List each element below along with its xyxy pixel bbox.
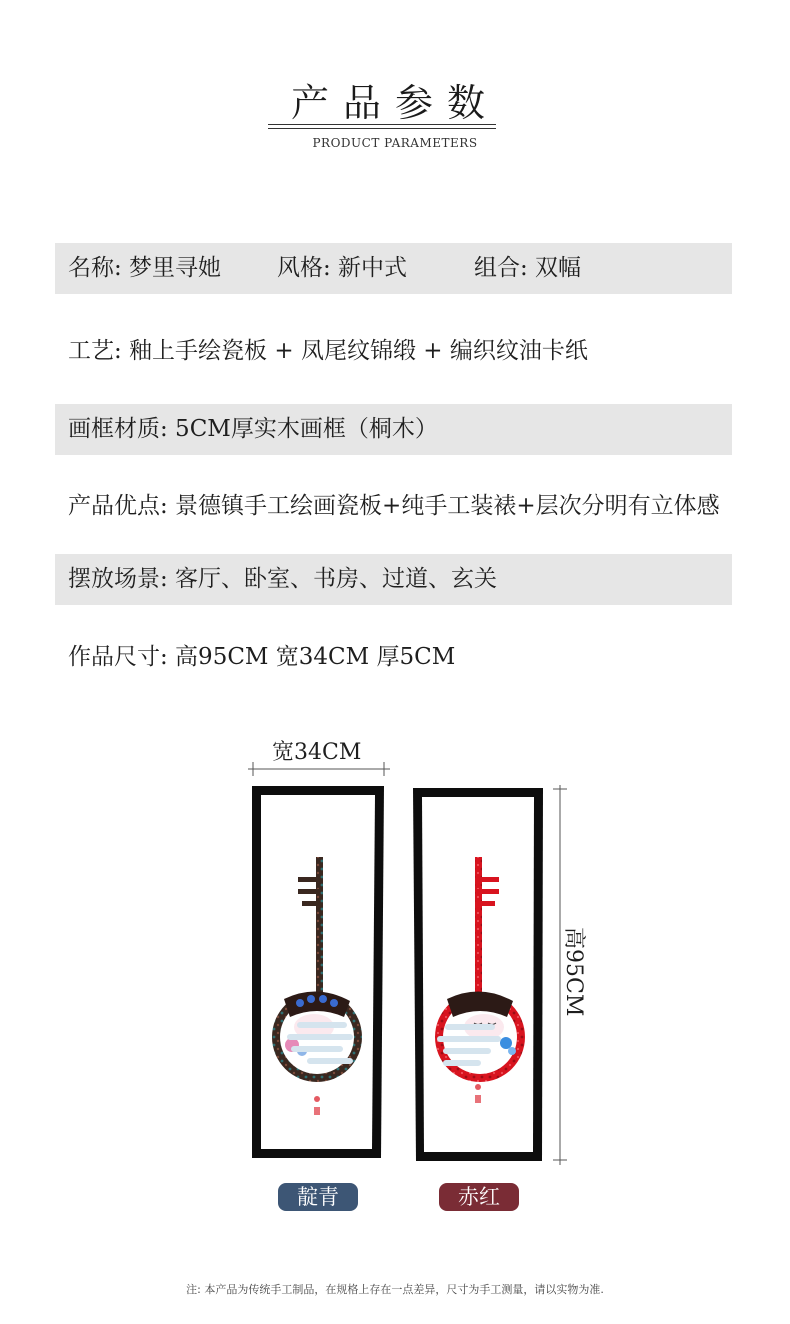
width-dimension-label: 宽34CM — [272, 740, 362, 765]
param-advantage: 产品优点: 景德镇手工绘画瓷板+纯手工装裱+层次分明有立体感 — [68, 493, 720, 519]
param-combo: 组合: 双幅 — [474, 255, 582, 281]
variant-badge-indigo: 靛青 — [278, 1183, 358, 1211]
title-divider-bottom — [268, 128, 496, 129]
param-placement: 摆放场景: 客厅、卧室、书房、过道、玄关 — [68, 566, 498, 592]
variant-badge-red: 赤红 — [439, 1183, 519, 1211]
title-divider-top — [268, 124, 496, 125]
frame-red — [413, 788, 543, 1161]
param-size: 作品尺寸: 高95CM 宽34CM 厚5CM — [68, 644, 456, 670]
param-name: 名称: 梦里寻她 — [68, 255, 222, 281]
param-style: 风格: 新中式 — [277, 255, 408, 281]
param-craft: 工艺: 釉上手绘瓷板 + 凤尾纹锦缎 + 编织纹油卡纸 — [68, 338, 588, 364]
page-subtitle: PRODUCT PARAMETERS — [312, 136, 478, 150]
param-row-placement — [55, 554, 732, 605]
param-row-frame — [55, 404, 732, 455]
footer-note: 注: 本产品为传统手工制品，在规格上存在一点差异，尺寸为手工测量，请以实物为准. — [186, 1283, 604, 1296]
param-frame: 画框材质: 5CM厚实木画框（桐木） — [68, 416, 438, 442]
page-title: 产品参数 — [290, 81, 499, 125]
param-row-size — [55, 632, 732, 683]
product-illustration — [240, 755, 580, 1175]
height-dimension-label: 高95CM — [561, 927, 586, 1017]
param-row-basic — [55, 243, 732, 294]
param-row-advantage — [55, 481, 732, 532]
width-dimension-line — [248, 762, 390, 776]
frame-indigo — [252, 786, 384, 1158]
height-dimension-line — [553, 785, 567, 1165]
param-row-craft — [55, 326, 732, 377]
